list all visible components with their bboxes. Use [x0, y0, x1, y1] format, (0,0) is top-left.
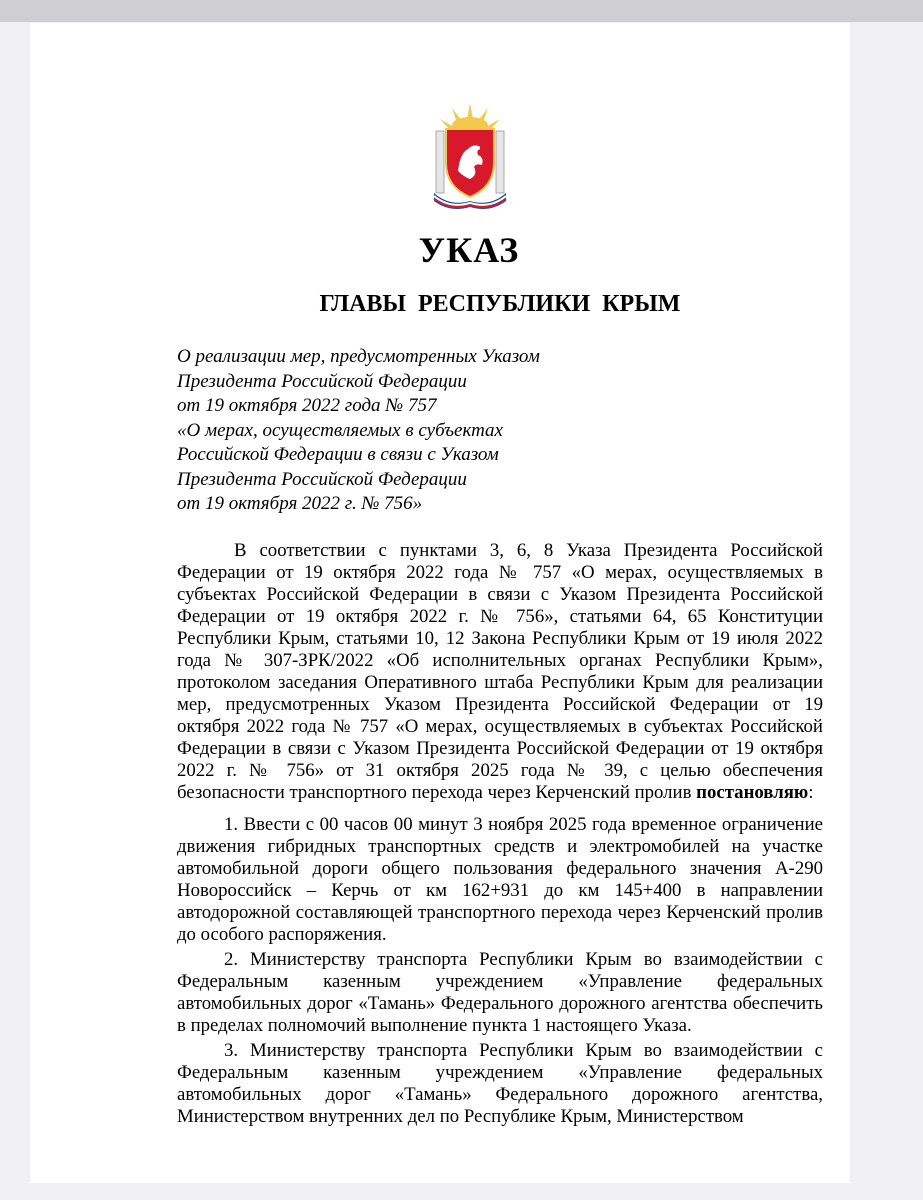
subject-line: Президента Российской Федерации	[177, 468, 467, 490]
crimea-coat-of-arms-icon	[430, 101, 510, 213]
preamble-text: В соответствии с пунктами 3, 6, 8 Указа Президента Российской Федерации от 19 октября 2022 года № 757 «О мерах, осуществляемых в субъектах Российской Федерации в связи с Указом Президента Российской Федерации от 19 октября 2022 г. № 756», статьями 64, 65 Конституции Республики Крым, статьями 10, 12 Закона Республики Крым от 19 июля 2022 года № 307-ЗРК/2022 «Об исполнительных органах Республики Крым», протоколом заседания Оперативного штаба Республики Крым для реализации мер, предусмотренных Указом Президента Российской Федерации от 19 октября 2022 года № 757 «О мерах, осуществляемых в субъектах Российской Федерации в связи с Указом Президента Российской Федерации от 19 октября 2022 г. № 756» от 31 октября 2025 года № 39, с целью обеспечения безопасности транспортного перехода через Керченский пролив	[177, 540, 823, 803]
subject-line: Российской Федерации в связи с Указом	[177, 444, 499, 465]
subject-line: Президента Российской Федерации	[177, 370, 467, 392]
decree-item-1: 1. Ввести с 00 часов 00 минут 3 ноября 2025 года временное ограничение движения гибридных транспортных средств и электромобилей на участке автомобильной дороги общего пользования федерального значения А-290 Новороссийск – Керчь от км 162+931 до км 145+400 в направлении автодорожной составляющей транспортного перехода через Керченский пролив до особого распоряжения.	[177, 814, 823, 945]
decree-item-3: 3. Министерству транспорта Республики Крым во взаимодействии с Федеральным казенным учреждением «Управление федеральных автомобильных дорог «Тамань» Федерального дорожного агентства, Министерством внутренних дел по Республике Крым, Министерством	[177, 1040, 823, 1127]
window-top-bar	[0, 0, 923, 22]
decree-item-2: 2. Министерству транспорта Республики Крым во взаимодействии с Федеральным казенным учреждением «Управление федеральных автомобильных дорог «Тамань» Федерального дорожного агентства обеспечить в пределах полномочий выполнение пункта 1 настоящего Указа.	[177, 949, 823, 1036]
document-page	[30, 23, 850, 1183]
subject-line: О реализации мер, предусмотренных Указом	[177, 346, 540, 367]
document-title: УКАЗ	[418, 230, 520, 270]
document-subtitle: ГЛАВЫ РЕСПУБЛИКИ КРЫМ	[319, 291, 681, 317]
resolve-word: постановляю	[696, 782, 809, 803]
subject-line: от 19 октября 2022 года № 757	[177, 395, 437, 416]
preamble-paragraph	[177, 540, 823, 804]
resolve-colon: :	[808, 782, 814, 803]
subject-line: от 19 октября 2022 г. № 756»	[177, 493, 423, 514]
subject-line: «О мерах, осуществляемых в субъектах	[177, 419, 503, 441]
decree-body	[177, 540, 823, 1128]
decree-subject	[177, 345, 697, 517]
